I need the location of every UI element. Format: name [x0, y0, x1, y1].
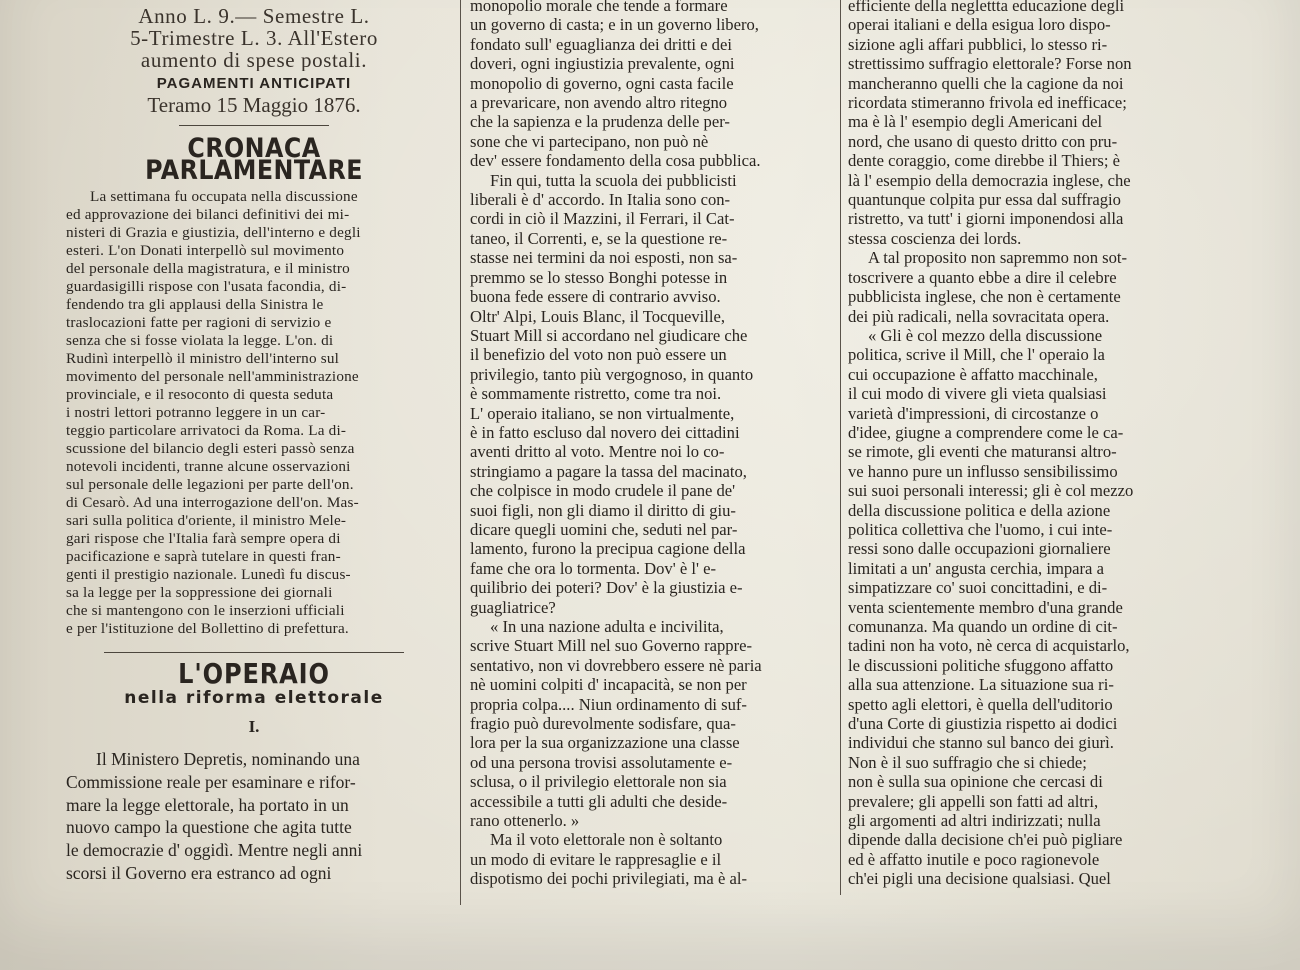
- text-line: che si mantengono con le inserzioni ufficiali: [66, 602, 345, 620]
- text-line: del personale della magistratura, e il ministro: [66, 260, 350, 278]
- text-line: lora per la sua organizzazione una classe: [470, 733, 740, 753]
- text-line: i nostri lettori potranno leggere in un car-: [66, 404, 326, 422]
- text-line: provinciale, e il resoconto di questa seduta: [66, 386, 334, 404]
- text-line: sari sulla politica d'oriente, il ministro Mele-: [66, 512, 347, 530]
- text-line: « In una nazione adulta e incivilita,: [490, 617, 724, 636]
- text-line: sul personale delle legazioni per parte dell'on.: [66, 476, 354, 494]
- text-line: Non è il suo suffragio che si chiede;: [848, 752, 1087, 772]
- text-line: il benefizio del voto non può essere un: [470, 345, 727, 365]
- text-line: un governo di casta; e in un governo libero,: [470, 15, 759, 35]
- text-line: ressi sono dalle occupazioni giornaliere: [848, 539, 1111, 559]
- text-line: fame che ora lo tormenta. Dov' è l' e-: [470, 558, 717, 578]
- text-line: individui che stanno sul banco dei giurì.: [848, 733, 1114, 753]
- text-line: è in fatto escluso dal novero dei cittadini: [470, 422, 740, 442]
- text-line: se rimote, gli eventi che maturansi altro-: [848, 442, 1117, 462]
- text-line: un modo di evitare le rappresaglie e il: [470, 849, 722, 869]
- text-line: ristretto, va tutt' i giorni imponendosi alla: [848, 209, 1124, 229]
- text-line: limitati a un' angusta cerchia, impara a: [848, 558, 1104, 578]
- text-line: taneo, il Correnti, e, se la questione re-: [470, 228, 728, 248]
- text-line: scussione del bilancio degli esteri passò senza: [66, 440, 355, 458]
- text-line: fendendo tra gli applausi della Sinistra le: [66, 296, 324, 314]
- text-line: ve hanno pure un influsso sensibilissimo: [848, 461, 1118, 481]
- text-line: monopolio di governo, ogni casta facile: [470, 73, 734, 93]
- text-line: ricordata stimeranno frivola ed inefficace;: [848, 93, 1127, 113]
- text-line: ch'ei pigli una decisione qualsiasi. Quel: [848, 869, 1111, 889]
- text-line: Oltr' Alpi, Louis Blanc, il Tocqueville,: [470, 306, 726, 326]
- column-rule-left: [460, 0, 461, 905]
- column-1: [66, 0, 442, 885]
- text-line: tadini non ha voto, nè cerca di acquistarlo,: [848, 636, 1130, 656]
- text-line: doveri, ogni ingiustizia prevalente, ogni: [470, 54, 735, 74]
- text-line: strettissimo suffragio elettorale? Forse non: [848, 54, 1132, 74]
- text-line: cui occupazione è affatto macchinale,: [848, 364, 1098, 384]
- text-line: che colpisce in modo crudele il pane de': [470, 481, 736, 501]
- text-line: sa la legge per la soppressione dei giornali: [66, 584, 333, 602]
- text-line: scorsi il Governo era estranco ad ogni: [66, 863, 332, 884]
- text-line: Fin qui, tutta la scuola dei pubblicisti: [490, 170, 737, 190]
- text-line: lamento, furono la precipua cagione della: [470, 539, 746, 559]
- text-line: le discussioni politiche sfuggono affatto: [848, 655, 1114, 675]
- text-line: dicare quegli uomini che, seduti nel par-: [470, 519, 738, 539]
- column-2: [470, 0, 832, 889]
- text-line: cordi in ciò il Mazzini, il Ferrari, il Cat-: [470, 209, 735, 229]
- payment-notice: PAGAMENTI ANTICIPATI: [156, 75, 352, 92]
- text-line: politica collettiva che l'uomo, i cui inte-: [848, 519, 1113, 539]
- text-line: suoi figli, non gli diamo il diritto di giu-: [470, 500, 736, 520]
- text-line: liberali è d' accordo. In Italia sono con-: [470, 190, 731, 210]
- text-line: movimento del personale nell'amministrazione: [66, 368, 359, 386]
- text-line: od una persona trovisi assolutamente e-: [470, 752, 733, 772]
- text-line: mare la legge elettorale, ha portato in un: [66, 794, 349, 815]
- text-line: è sommamente ristretto, come tra noi.: [470, 384, 722, 404]
- text-line: non è sulla sua opinione che cercasi di: [848, 772, 1103, 792]
- text-line: privilegio, tanto più vergognoso, in quanto: [470, 364, 754, 384]
- text-line: senza che si fosse violata la legge. L'on. di: [66, 332, 334, 350]
- cronaca-text: [66, 188, 442, 638]
- chapter-number: I.: [248, 716, 260, 736]
- text-line: simpatizzare co' suoi concittadini, e di-: [848, 578, 1108, 598]
- text-line: aventi dritto al voto. Mentre noi lo co-: [470, 442, 725, 462]
- text-line: genti il prestigio nazionale. Lunedì fu discus-: [66, 566, 351, 584]
- text-line: varietà d'impressioni, di circostanze o: [848, 403, 1099, 423]
- text-line: stringiamo a pagare la tassa del macinato,: [470, 461, 747, 481]
- text-line: alla sua attenzione. La situazione sua ri-: [848, 675, 1114, 695]
- text-line: prevalere; gli appelli son fatti ad altri,: [848, 791, 1099, 811]
- issue-date: Teramo 15 Maggio 1876.: [147, 93, 361, 118]
- text-line: dei più radicali, nella sovracitata opera.: [848, 306, 1110, 326]
- text-line: fondato sull' eguaglianza dei dritti e dei: [470, 34, 732, 54]
- text-line: « Gli è col mezzo della discussione: [868, 325, 1103, 345]
- subscription-line: Anno L. 9.— Semestre L.: [138, 5, 370, 27]
- text-line: operai italiani e della esigua loro dispo-: [848, 15, 1111, 35]
- text-line: quantunque colpita pur essa dal suffragio: [848, 190, 1121, 210]
- text-line: sentativo, non vi dovrebbero essere nè paria: [470, 655, 762, 675]
- text-line: Rudinì interpellò il ministro dell'interno sul: [66, 350, 340, 368]
- text-line: pacificazione e saprà tutelare in questi fran-: [66, 548, 341, 566]
- text-line: ed è affatto inutile e poco ragionevole: [848, 849, 1100, 869]
- article-subtitle: nella riforma elettorale: [124, 688, 384, 709]
- text-line: buona fede essere di contrario avviso.: [470, 287, 721, 307]
- text-line: il cui modo di vivere gli vieta qualsiasi: [848, 384, 1107, 404]
- text-line: ed approvazione dei bilanci definitivi dei mi-: [66, 206, 350, 224]
- text-line: comunanza. Ma quando un ordine di cit-: [848, 617, 1118, 636]
- text-line: d'una Corte di giustizia rispetto ai dodici: [848, 714, 1118, 734]
- text-line: Ma il voto elettorale non è soltanto: [490, 830, 723, 850]
- text-line: sizione agli affari pubblici, lo stesso ri-: [848, 34, 1108, 54]
- text-line: là l' esempio della democrazia inglese, che: [848, 170, 1131, 190]
- text-line: mancheranno quelli che la cagione da noi: [848, 73, 1124, 93]
- text-line: sclusa, o il privilegio elettorale non sia: [470, 772, 727, 792]
- text-line: dev' essere fondamento della cosa pubblica.: [470, 151, 761, 171]
- text-line: fragio può durevolmente sodisfare, qua-: [470, 714, 736, 734]
- article-title: L'OPERAIO: [178, 657, 330, 691]
- text-line: monopolio morale che tende a formare: [470, 0, 728, 15]
- text-line: efficiente della neglettta educazione degli: [848, 0, 1125, 15]
- text-line: della discussione politica e della azione: [848, 500, 1111, 520]
- text-line: traslocazioni fatte per ragioni di servizio e: [66, 314, 332, 332]
- subscription-line: aumento di spese postali.: [140, 49, 368, 71]
- text-line: A tal proposito non sapremmo non sot-: [868, 248, 1128, 268]
- text-line: notevoli incidenti, tranne alcune osservazioni: [66, 458, 351, 476]
- section-divider: [104, 652, 404, 653]
- text-line: L' operaio italiano, se non virtualmente,: [470, 403, 735, 423]
- text-line: propria colpa.... Niun ordinamento di suf-: [470, 694, 747, 714]
- text-line: Il Ministero Depretis, nominando una: [96, 749, 360, 770]
- text-line: e per l'istituzione del Bollettino di prefettura.: [66, 620, 349, 638]
- column-rule-right: [840, 0, 841, 895]
- text-line: pubblicista inglese, che non è certamente: [848, 287, 1121, 307]
- text-line: La settimana fu occupata nella discussione: [90, 188, 358, 206]
- text-line: a prevaricare, non avendo altro ritegno: [470, 93, 728, 113]
- text-line: guardasigilli rispose con l'usata facondia, di-: [66, 278, 347, 296]
- text-line: d'idee, giugne a comprendere come le ca-: [848, 422, 1124, 442]
- text-line: dispotismo dei pochi privilegiati, ma è al-: [470, 869, 747, 889]
- text-line: stasse nei termini da noi esposti, non sa-: [470, 248, 738, 268]
- subscription-line: 5-Trimestre L. 3. All'Estero: [130, 27, 378, 49]
- text-line: sone che vi partecipano, non può nè: [470, 131, 709, 151]
- text-line: spetto agli elettori, è quella dell'uditorio: [848, 694, 1113, 714]
- text-line: toscrivere a quanto ebbe a dire il celebre: [848, 267, 1117, 287]
- text-line: nè uomini colpiti d' incapacità, se non per: [470, 675, 747, 695]
- text-line: politica, scrive il Mill, che l' operaio la: [848, 345, 1105, 365]
- text-line: scrive Stuart Mill nel suo Governo rappre-: [470, 636, 753, 656]
- text-line: guagliatrice?: [470, 597, 556, 617]
- text-line: Commissione reale per esaminare e rifor-: [66, 771, 356, 792]
- text-line: dente coraggio, come direbbe il Thiers; è: [848, 151, 1121, 171]
- text-line: accessibile a tutti gli adulti che deside-: [470, 791, 728, 811]
- operaio-text: [66, 748, 442, 885]
- text-line: Stuart Mill si accordano nel giudicare che: [470, 325, 748, 345]
- text-line: sui suoi personali interessi; gli è col mezzo: [848, 481, 1134, 501]
- text-line: nuovo campo la questione che agita tutte: [66, 817, 352, 838]
- text-line: stessa coscienza dei lords.: [848, 228, 1022, 248]
- column-3: [848, 0, 1218, 889]
- text-line: quilibrio dei poteri? Dov' è la giustizia e-: [470, 578, 743, 598]
- subscription-info: [66, 5, 442, 71]
- text-line: di Cesarò. Ad una interrogazione dell'on. Mas-: [66, 494, 359, 512]
- text-line: nord, che usano di questo dritto con pru-: [848, 131, 1118, 151]
- text-line: venta scientemente membro d'una grande: [848, 597, 1123, 617]
- text-line: che la sapienza e la prudenza delle per-: [470, 112, 730, 132]
- text-line: teggio particolare arrivatoci da Roma. La di-: [66, 422, 347, 440]
- text-line: gli argomenti ad altri indirizzati; nulla: [848, 811, 1101, 831]
- text-line: ma è là l' esempio degli Americani del: [848, 112, 1103, 132]
- header-divider: [179, 125, 329, 126]
- text-line: gari rispose che l'Italia farà sempre opera di: [66, 530, 341, 548]
- text-line: premmo se lo stesso Bonghi potesse in: [470, 267, 728, 287]
- text-line: dipende dalla decisione ch'ei può pigliare: [848, 830, 1123, 850]
- text-line: rano ottenerlo. »: [470, 811, 580, 831]
- section-title-cronaca: CRONACA PARLAMENTARE: [145, 132, 363, 186]
- text-line: esteri. L'on Donati interpellò sul movimento: [66, 242, 345, 260]
- text-line: nisteri di Grazia e giustizia, dell'interno e degli: [66, 224, 361, 242]
- text-line: le democrazie d' oggidì. Mentre negli anni: [66, 840, 363, 861]
